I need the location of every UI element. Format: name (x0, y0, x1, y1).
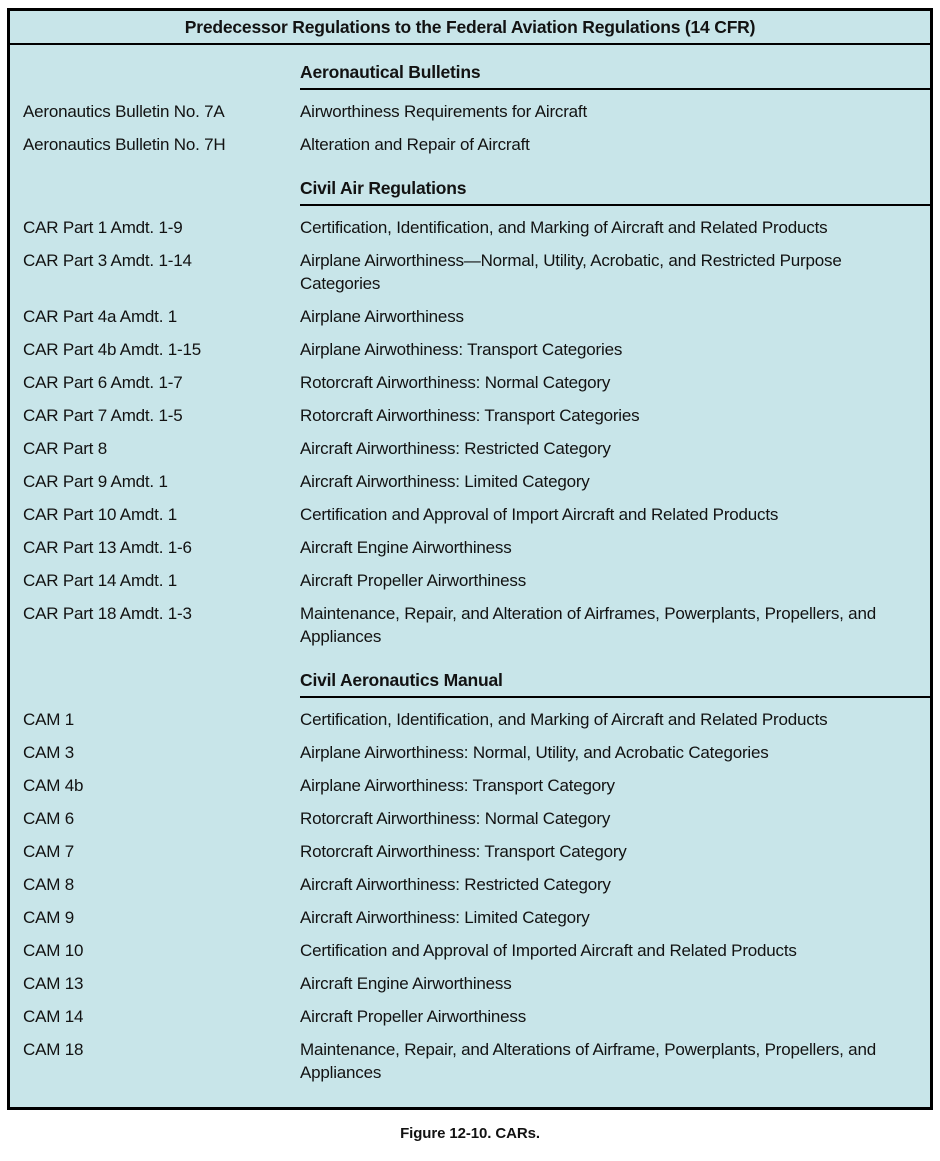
table-row (10, 736, 930, 769)
table-row (10, 432, 930, 465)
table-row (10, 366, 930, 399)
table-title: Predecessor Regulations to the Federal Aviation Regulations (14 CFR) (10, 11, 930, 45)
table-row (10, 465, 930, 498)
description-cell: Aircraft Engine Airworthiness (300, 538, 512, 557)
table-row (10, 498, 930, 531)
description-cell: Airplane Airworthiness: Transport Category (300, 776, 615, 795)
table-section (10, 669, 930, 1089)
description-cell: Aircraft Airworthiness: Restricted Category (300, 439, 611, 458)
regulation-cell: CAR Part 7 Amdt. 1-5 (23, 406, 183, 425)
regulation-cell: CAR Part 13 Amdt. 1-6 (23, 538, 192, 557)
table-row (10, 300, 930, 333)
description-cell: Rotorcraft Airworthiness: Transport Categories (300, 406, 640, 425)
regulation-cell: CAR Part 18 Amdt. 1-3 (23, 604, 192, 623)
description-cell: Airplane Airwothiness: Transport Categories (300, 340, 623, 359)
table-row (10, 564, 930, 597)
description-cell: Aircraft Propeller Airworthiness (300, 571, 527, 590)
section-rows (10, 703, 930, 1089)
regulation-cell: CAM 7 (23, 842, 74, 861)
regulation-cell: CAM 18 (23, 1040, 84, 1059)
regulation-cell: CAM 3 (23, 743, 74, 762)
section-rows (10, 211, 930, 653)
description-cell: Certification, Identification, and Marking of Aircraft and Related Products (300, 218, 828, 237)
description-cell: Maintenance, Repair, and Alterations of Airframe, Powerplants, Propellers, and Appliances (300, 1040, 876, 1082)
figure-caption: Figure 12-10. CARs. (400, 1125, 540, 1142)
description-cell: Certification, Identification, and Marking of Aircraft and Related Products (300, 710, 828, 729)
regulation-cell: CAM 8 (23, 875, 74, 894)
description-cell: Aircraft Airworthiness: Restricted Category (300, 875, 611, 894)
table-row (10, 703, 930, 736)
description-cell: Certification and Approval of Imported Aircraft and Related Products (300, 941, 797, 960)
regulation-cell: CAM 1 (23, 710, 74, 729)
section-heading: Aeronautical Bulletins (300, 61, 930, 90)
description-cell: Rotorcraft Airworthiness: Normal Category (300, 809, 611, 828)
description-cell: Airplane Airworthiness (300, 307, 464, 326)
regulation-cell: Aeronautics Bulletin No. 7H (23, 135, 226, 154)
description-cell: Airworthiness Requirements for Aircraft (300, 102, 587, 121)
regulation-cell: CAR Part 9 Amdt. 1 (23, 472, 168, 491)
regulation-cell: CAM 13 (23, 974, 84, 993)
description-cell: Maintenance, Repair, and Alteration of Airframes, Powerplants, Propellers, and Appliances (300, 604, 876, 646)
section-heading-row (10, 177, 930, 206)
table-row (10, 597, 930, 653)
description-cell: Alteration and Repair of Aircraft (300, 135, 530, 154)
description-cell: Airplane Airworthiness—Normal, Utility, Acrobatic, and Restricted Purpose Categories (300, 251, 842, 293)
regulation-cell: CAM 10 (23, 941, 84, 960)
section-heading-row (10, 61, 930, 90)
section-rows (10, 95, 930, 161)
table-row (10, 1000, 930, 1033)
table-section (10, 177, 930, 653)
table-row (10, 1033, 930, 1089)
description-cell: Rotorcraft Airworthiness: Transport Category (300, 842, 627, 861)
table-row (10, 934, 930, 967)
table-row (10, 769, 930, 802)
description-cell: Airplane Airworthiness: Normal, Utility, and Acrobatic Categories (300, 743, 769, 762)
description-cell: Aircraft Airworthiness: Limited Category (300, 908, 590, 927)
table-row (10, 333, 930, 366)
regulation-cell: CAR Part 4b Amdt. 1-15 (23, 340, 201, 359)
section-heading-spacer (23, 177, 300, 206)
regulation-cell: CAR Part 6 Amdt. 1-7 (23, 373, 183, 392)
table-section (10, 61, 930, 161)
regulation-cell: CAM 6 (23, 809, 74, 828)
table-row (10, 967, 930, 1000)
regulation-cell: CAR Part 10 Amdt. 1 (23, 505, 177, 524)
table-row (10, 868, 930, 901)
table-body (10, 45, 930, 1107)
section-heading-row (10, 669, 930, 698)
predecessor-regulations-table (7, 8, 933, 1110)
table-row (10, 901, 930, 934)
regulation-cell: CAR Part 3 Amdt. 1-14 (23, 251, 192, 270)
table-row (10, 835, 930, 868)
table-row (10, 531, 930, 564)
description-cell: Certification and Approval of Import Aircraft and Related Products (300, 505, 779, 524)
section-heading: Civil Aeronautics Manual (300, 669, 930, 698)
table-row (10, 802, 930, 835)
table-row (10, 128, 930, 161)
table-row (10, 95, 930, 128)
section-heading: Civil Air Regulations (300, 177, 930, 206)
regulation-cell: CAR Part 4a Amdt. 1 (23, 307, 177, 326)
description-cell: Rotorcraft Airworthiness: Normal Category (300, 373, 611, 392)
table-row (10, 211, 930, 244)
regulation-cell: CAM 14 (23, 1007, 84, 1026)
regulation-cell: CAR Part 8 (23, 439, 107, 458)
description-cell: Aircraft Propeller Airworthiness (300, 1007, 527, 1026)
regulation-cell: CAM 4b (23, 776, 84, 795)
description-cell: Aircraft Airworthiness: Limited Category (300, 472, 590, 491)
description-cell: Aircraft Engine Airworthiness (300, 974, 512, 993)
regulation-cell: Aeronautics Bulletin No. 7A (23, 102, 225, 121)
table-row (10, 244, 930, 300)
section-heading-spacer (23, 669, 300, 698)
regulation-cell: CAR Part 14 Amdt. 1 (23, 571, 177, 590)
regulation-cell: CAM 9 (23, 908, 74, 927)
table-row (10, 399, 930, 432)
section-heading-spacer (23, 61, 300, 90)
regulation-cell: CAR Part 1 Amdt. 1-9 (23, 218, 183, 237)
